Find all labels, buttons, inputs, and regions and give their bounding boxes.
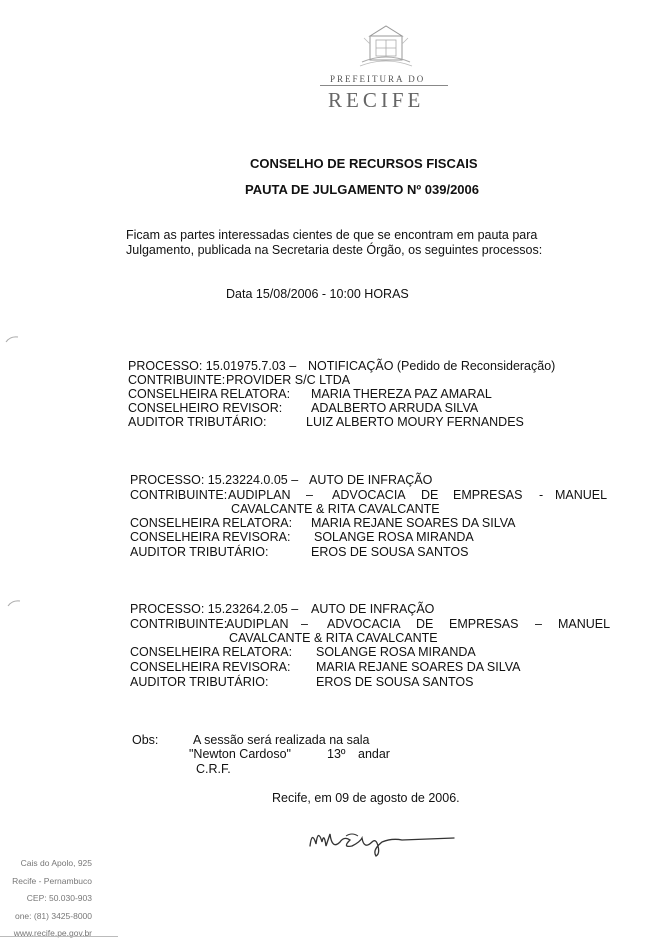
obs-line-3: C.R.F.: [196, 762, 231, 776]
taxpayer-label: CONTRIBUINTE:: [130, 617, 228, 631]
footer-address: [0, 855, 92, 943]
auditor-label: AUDITOR TRIBUTÁRIO:: [128, 415, 267, 429]
handwritten-signature: [306, 820, 456, 860]
intro-line-2: Julgamento, publicada na Secretaria deste Órgão, os seguintes processos:: [126, 243, 543, 257]
session-date: Data 15/08/2006 - 10:00 HORAS: [226, 287, 409, 301]
taxpayer-name: PROVIDER S/C LTDA: [226, 373, 351, 387]
rapporteur-name: MARIA THEREZA PAZ AMARAL: [311, 387, 492, 401]
taxpayer-word: –: [306, 488, 313, 502]
place-and-date: Recife, em 09 de agosto de 2006.: [272, 791, 460, 805]
reviewer-name: MARIA REJANE SOARES DA SILVA: [316, 660, 521, 674]
footer-postal-code: CEP: 50.030-903: [26, 893, 92, 903]
taxpayer-word: ADVOCACIA: [332, 488, 406, 502]
process-number: PROCESSO: 15.01975.7.03 –: [128, 359, 297, 373]
auditor-label: AUDITOR TRIBUTÁRIO:: [130, 545, 269, 559]
logo-divider: [320, 85, 448, 86]
process-type: AUTO DE INFRAÇÃO: [311, 602, 435, 616]
obs-floor-label: andar: [358, 747, 390, 761]
logo-prefeitura-text: PREFEITURA DO: [330, 74, 426, 84]
taxpayer-continuation: CAVALCANTE & RITA CAVALCANTE: [229, 631, 438, 645]
reviewer-label: CONSELHEIRA REVISORA:: [130, 660, 291, 674]
rapporteur-label: CONSELHEIRA RELATORA:: [130, 516, 293, 530]
obs-floor-number: 13º: [327, 747, 346, 761]
taxpayer-word: –: [301, 617, 308, 631]
taxpayer-word: ADVOCACIA: [327, 617, 401, 631]
document-title: CONSELHO DE RECURSOS FISCAIS: [250, 156, 478, 171]
footer-rule: [0, 936, 118, 937]
rapporteur-label: CONSELHEIRA RELATORA:: [128, 387, 291, 401]
taxpayer-word: EMPRESAS: [449, 617, 519, 631]
scan-mark-decoration: [4, 334, 20, 344]
footer-city: Recife - Pernambuco: [12, 875, 92, 886]
rapporteur-name: SOLANGE ROSA MIRANDA: [316, 645, 476, 659]
reviewer-name: SOLANGE ROSA MIRANDA: [314, 530, 474, 544]
footer-phone: one: (81) 3425-8000: [14, 910, 92, 921]
rapporteur-label: CONSELHEIRA RELATORA:: [130, 645, 293, 659]
taxpayer-word: EMPRESAS: [453, 488, 523, 502]
auditor-name: EROS DE SOUSA SANTOS: [311, 545, 469, 559]
process-number: PROCESSO: 15.23224.0.05 –: [130, 473, 299, 487]
auditor-name: EROS DE SOUSA SANTOS: [316, 675, 474, 689]
rapporteur-name: MARIA REJANE SOARES DA SILVA: [311, 516, 516, 530]
taxpayer-label: CONTRIBUINTE:: [130, 488, 228, 502]
reviewer-name: ADALBERTO ARRUDA SILVA: [311, 401, 479, 415]
taxpayer-word: DE: [416, 617, 434, 631]
document-subtitle: PAUTA DE JULGAMENTO Nº 039/2006: [245, 182, 479, 197]
reviewer-label: CONSELHEIRO REVISOR:: [128, 401, 283, 415]
process-type: AUTO DE INFRAÇÃO: [309, 473, 433, 487]
taxpayer-word: MANUEL: [555, 488, 608, 502]
taxpayer-continuation: CAVALCANTE & RITA CAVALCANTE: [231, 502, 440, 516]
taxpayer-word: AUDIPLAN: [226, 617, 289, 631]
scan-mark-decoration: [6, 598, 22, 608]
taxpayer-word: -: [539, 488, 544, 502]
taxpayer-word: MANUEL: [558, 617, 611, 631]
intro-line-1: Ficam as partes interessadas cientes de que se encontram em pauta para: [126, 228, 538, 242]
footer-street: Cais do Apolo, 925: [20, 858, 92, 868]
reviewer-label: CONSELHEIRA REVISORA:: [130, 530, 291, 544]
coat-of-arms-emblem: [356, 22, 416, 72]
logo-recife-text: RECIFE: [328, 88, 425, 112]
taxpayer-label: CONTRIBUINTE:: [128, 373, 226, 387]
auditor-label: AUDITOR TRIBUTÁRIO:: [130, 675, 269, 689]
taxpayer-word: DE: [421, 488, 439, 502]
auditor-name: LUIZ ALBERTO MOURY FERNANDES: [306, 415, 524, 429]
process-type: NOTIFICAÇÃO (Pedido de Reconsideração): [308, 359, 556, 373]
obs-label: Obs:: [132, 733, 159, 747]
footer-website: www.recife.pe.gov.br: [13, 928, 92, 938]
obs-line-1: A sessão será realizada na sala: [193, 733, 370, 747]
taxpayer-word: –: [535, 617, 542, 631]
taxpayer-word: AUDIPLAN: [228, 488, 291, 502]
obs-room-name: "Newton Cardoso": [189, 747, 291, 761]
process-number: PROCESSO: 15.23264.2.05 –: [130, 602, 299, 616]
